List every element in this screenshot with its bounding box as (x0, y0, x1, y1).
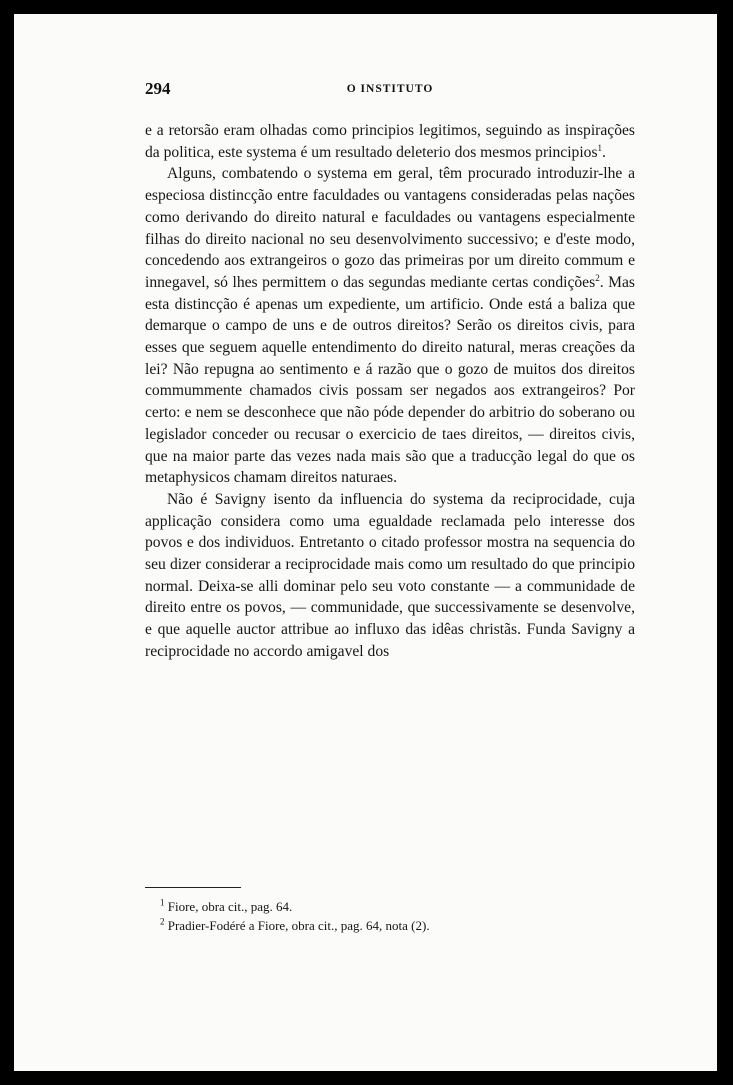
page-header (145, 79, 635, 109)
body-text (145, 120, 635, 663)
paragraph-3 (145, 489, 635, 663)
footnote-number: 2 (160, 916, 165, 927)
paragraph-1 (145, 120, 635, 163)
footnote-ref-1[interactable]: 1 (597, 142, 603, 153)
footnote-2 (145, 916, 635, 935)
page-number: 294 (145, 79, 171, 98)
book-page (14, 14, 717, 1071)
paragraph-2-text: Alguns, combatendo o systema em geral, têm procurado introduzir-lhe a especiosa distincção entre faculdades ou vantagens consideradas pelas nações como derivando do direito natural e faculdades ou vantagens especialmente filhas do direito nacional no seu desenvolvimento successivo; e d'este modo, concedendo aos extrangeiros o gozo das primeiras por um direito commum e innegavel, só lhes permittem o das segundas mediante certas condições (145, 165, 635, 291)
paragraph-2 (145, 163, 635, 489)
footnote-text: Fiore, obra cit., pag. 64. (167, 899, 293, 914)
footnote-divider (145, 887, 241, 888)
footnotes (145, 897, 635, 935)
paragraph-2-tail: . Mas esta distincção é apenas um expediente, um artificio. Onde está a baliza que demarque o campo de uns e de outros direitos? Serão os direitos civis, para esses que seguem aquelle entendimento do direito natural, meras creações da lei? Não repugna ao sentimento e á razão que o gozo de muitos dos direitos commummente chamados civis possam ser negados aos extrangeiros? Por certo: e nem se desconhece que não póde depender do arbitrio do soberano ou legislador conceder ou recusar o exercicio de taes direitos, — direitos civis, que na maior parte das vezes nada mais são que a traducção legal do que os metaphysicos chamam direitos naturaes. (145, 273, 635, 487)
footnote-ref-2[interactable]: 2 (595, 272, 600, 283)
paragraph-1-text: e a retorsão eram olhadas como principios legitimos, seguindo as inspirações da politica, este systema é um resultado deleterio dos mesmos principios (145, 122, 635, 161)
paragraph-3-text: Não é Savigny isento da influencia do systema da reciprocidade, cuja applicação considera como uma egualdade reclamada pelo interesse dos povos e dos individuos. Entretanto o citado professor mostra na sequencia do seu dizer considerar a reciprocidade mais como um resultado do que principio normal. Deixa-se alli dominar pelo seu voto constante — a communidade de direito entre os povos, — communidade, que successivamente se desenvolve, e que aquelle auctor attribue ao influxo das idêas christãs. Funda Savigny a reciprocidade no accordo amigavel dos (145, 490, 635, 660)
footnote-1 (145, 897, 635, 916)
footnote-number: 1 (160, 897, 165, 908)
footnote-text: Pradier-Fodéré a Fiore, obra cit., pag. 64, nota (2). (167, 918, 430, 933)
running-title: O INSTITUTO (346, 83, 434, 95)
paragraph-1-tail: . (602, 143, 606, 161)
